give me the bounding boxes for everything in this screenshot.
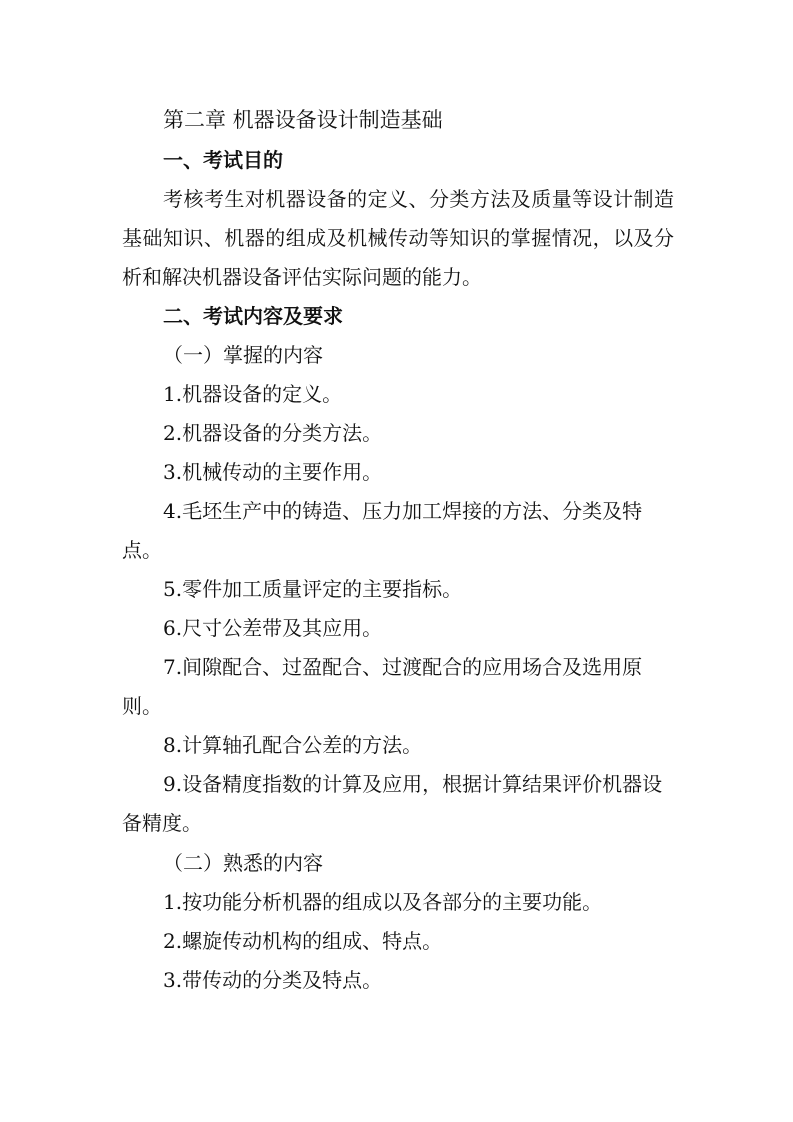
list-item: 6.尺寸公差带及其应用。 [163, 616, 383, 640]
list-item: 2.螺旋传动机构的组成、特点。 [163, 929, 443, 953]
section-heading-exam-content: 二、考试内容及要求 [163, 304, 343, 328]
exam-purpose-paragraph: 考核考生对机器设备的定义、分类方法及质量等设计制造基础知识、机器的组成及机械传动等知识的掌握情况，以及分析和解决机器设备评估实际问题的能力。 [122, 187, 674, 289]
chapter-title: 第二章 机器设备设计制造基础 [163, 108, 443, 132]
list-item: 7.间隙配合、过盈配合、过渡配合的应用场合及选用原则。 [122, 655, 643, 718]
list-item: 9.设备精度指数的计算及应用，根据计算结果评价机器设备精度。 [122, 772, 663, 835]
list-item: 8.计算轴孔配合公差的方法。 [163, 733, 423, 757]
list-item: 4.毛坯生产中的铸造、压力加工焊接的方法、分类及特点。 [122, 499, 643, 562]
subheading-familiar-content: （二）熟悉的内容 [163, 851, 323, 875]
list-item: 5.零件加工质量评定的主要指标。 [163, 577, 463, 601]
list-item: 1.按功能分析机器的组成以及各部分的主要功能。 [163, 890, 603, 914]
list-item: 2.机器设备的分类方法。 [163, 421, 383, 445]
section-heading-exam-purpose: 一、考试目的 [163, 148, 283, 172]
subheading-master-content: （一）掌握的内容 [163, 343, 323, 367]
list-item: 3.带传动的分类及特点。 [163, 968, 383, 992]
list-item: 3.机械传动的主要作用。 [163, 460, 383, 484]
list-item: 1.机器设备的定义。 [163, 382, 343, 406]
